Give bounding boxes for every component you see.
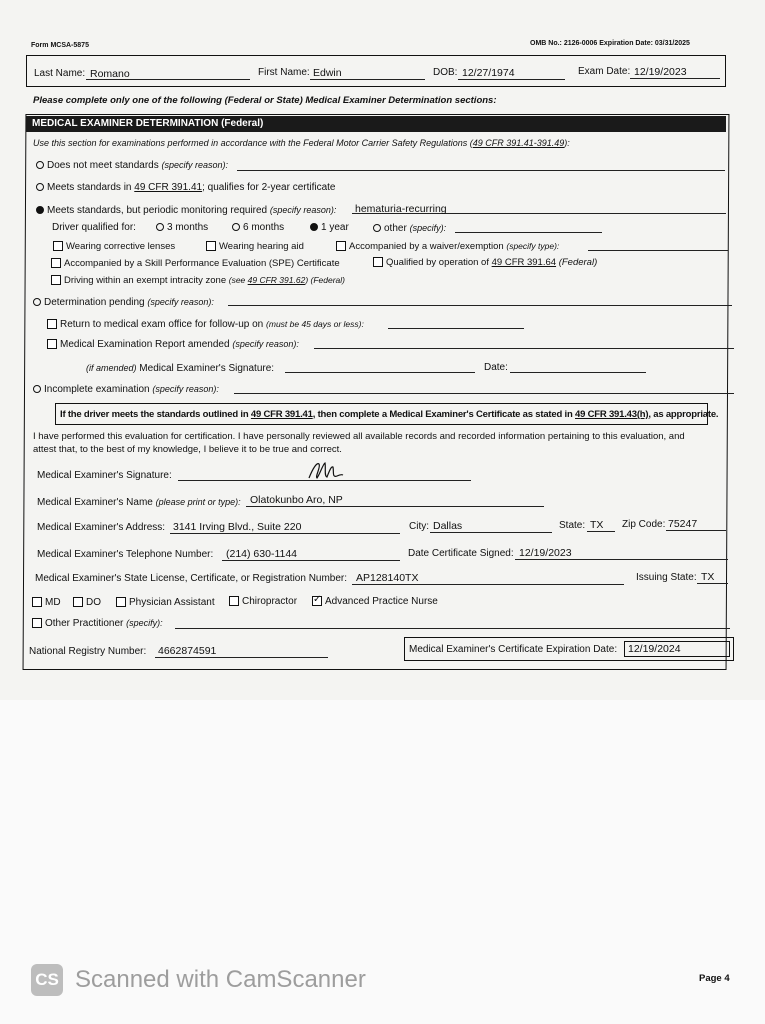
amended-date-label: Date: [484,362,508,373]
notice-text: If the driver meets the standards outlined in 49 CFR 391.41, then complete a Medical Examiner's Certificate as stated in 49 CFR 391.43(h), as appropriate. [60,409,719,420]
option-qualified-by-operation[interactable]: Qualified by operation of 49 CFR 391.64 (Federal) [373,257,597,269]
date-signed-label: Date Certificate Signed: [408,548,514,559]
first-name-value[interactable]: Edwin [313,67,342,79]
page-number: Page 4 [699,973,730,984]
registry-value[interactable]: 4662874591 [158,645,217,657]
checkbox-return-to-office[interactable] [47,319,57,329]
option-do[interactable]: DO [73,597,101,609]
cert-expiration-label: Medical Examiner's Certificate Expiration Date: [409,644,618,655]
checkbox-spe-certificate[interactable] [51,258,61,268]
option-hearing-aid[interactable]: Wearing hearing aid [206,241,304,253]
radio-meets-standards[interactable] [36,183,44,191]
option-corrective-lenses[interactable]: Wearing corrective lenses [53,241,175,253]
radio-3-months[interactable] [156,223,164,231]
radio-incomplete-exam[interactable] [33,385,41,393]
checkbox-other-practitioner[interactable] [32,618,42,628]
last-name-value[interactable]: Romano [90,68,130,80]
examiner-signature-label: Medical Examiner's Signature: [37,470,172,481]
checkbox-waiver[interactable] [336,241,346,251]
checkbox-do[interactable] [73,597,83,607]
use-section-text: Use this section for examinations performed in accordance with the Federal Motor Carrier Safety Regulations (49 CFR 391.41-391.49): [33,138,570,148]
examiner-address-value[interactable]: 3141 Irving Blvd., Suite 220 [173,521,302,533]
registry-label: National Registry Number: [29,646,147,657]
periodic-reason-value[interactable]: hematuria-recurring [355,203,447,215]
radio-6-months[interactable] [232,223,240,231]
option-advanced-practice-nurse[interactable]: ✓ Advanced Practice Nurse [312,596,438,608]
option-does-not-meet[interactable]: Does not meet standards (specify reason): [36,159,228,172]
dob-value[interactable]: 12/27/1974 [462,67,515,79]
option-waiver[interactable]: Accompanied by a waiver/exemption (specify type): [336,240,559,253]
option-other-duration[interactable]: other (specify): [373,222,446,235]
option-other-practitioner[interactable]: Other Practitioner (specify): [32,617,163,630]
option-md[interactable]: MD [32,597,61,609]
city-label: City: [409,521,429,532]
option-report-amended[interactable]: Medical Examination Report amended (specify reason): [47,338,299,351]
radio-determination-pending[interactable] [33,298,41,306]
checkbox-corrective-lenses[interactable] [53,241,63,251]
option-incomplete-exam[interactable]: Incomplete examination (specify reason): [33,383,219,396]
cfr-link-391-41-49[interactable]: 49 CFR 391.41-391.49 [472,138,565,148]
checkbox-qualified-by-operation[interactable] [373,257,383,267]
state-label: State: [559,520,586,531]
license-label: Medical Examiner's State License, Certificate, or Registration Number: [35,573,348,584]
cert-expiration-value[interactable]: 12/19/2024 [628,643,681,655]
radio-does-not-meet[interactable] [36,161,44,169]
camscanner-watermark: Scanned with CamScanner [75,966,366,993]
city-value[interactable]: Dallas [433,520,463,532]
checkbox-hearing-aid[interactable] [206,241,216,251]
exam-date-label: Exam Date: [578,66,631,77]
option-3-months[interactable]: 3 months [156,222,208,234]
radio-other-duration[interactable] [373,224,381,232]
option-meets-standards[interactable]: Meets standards in 49 CFR 391.41; qualifies for 2-year certificate [36,182,335,194]
checkbox-intracity-zone[interactable] [51,275,61,285]
option-periodic-monitoring[interactable]: Meets standards, but periodic monitoring required (specify reason): [36,204,336,217]
option-physician-assistant[interactable]: Physician Assistant [116,597,215,609]
option-chiropractor[interactable]: Chiropractor [229,596,297,608]
option-determination-pending[interactable]: Determination pending (specify reason): [33,296,214,309]
examiner-phone-label: Medical Examiner's Telephone Number: [37,549,214,560]
dob-label: DOB: [433,67,458,78]
amended-signature-label: (if amended) Medical Examiner's Signature: [86,363,275,374]
examiner-name-label: Medical Examiner's Name (please print or type): [37,497,241,508]
checkbox-advanced-practice-nurse[interactable] [312,596,322,606]
examiner-phone-value[interactable]: (214) 630-1144 [226,548,298,560]
instruction-text: Please complete only one of the following (Federal or State) Medical Examiner Determination sections: [33,95,497,106]
checkbox-chiropractor[interactable] [229,596,239,606]
exam-date-value[interactable]: 12/19/2023 [634,66,687,78]
option-spe-certificate[interactable]: Accompanied by a Skill Performance Evaluation (SPE) Certificate [51,258,340,270]
omb-number: OMB No.: 2126-0006 Expiration Date: 03/31/2025 [530,40,690,47]
checkbox-report-amended[interactable] [47,339,57,349]
issuing-state-label: Issuing State: [636,572,697,583]
state-value[interactable]: TX [590,519,604,531]
option-return-to-office[interactable]: Return to medical exam office for follow-up on (must be 45 days or less): [47,318,364,331]
issuing-state-value[interactable]: TX [701,571,715,583]
camscanner-logo-icon: CS [31,964,63,996]
zip-label: Zip Code: [622,519,666,530]
form-id: Form MCSA-5875 [31,42,89,49]
radio-periodic-monitoring[interactable] [36,206,44,214]
last-name-label: Last Name: [34,68,86,79]
driver-qualified-for-label: Driver qualified for: [52,222,136,233]
checkbox-md[interactable] [32,597,42,607]
option-intracity-zone[interactable]: Driving within an exempt intracity zone (see 49 CFR 391.62) (Federal) [51,274,345,287]
radio-1-year[interactable] [310,223,318,231]
license-value[interactable]: AP128140TX [356,572,419,584]
section-title: MEDICAL EXAMINER DETERMINATION (Federal) [26,116,726,132]
examiner-address-label: Medical Examiner's Address: [37,522,166,533]
first-name-label: First Name: [258,67,310,78]
option-6-months[interactable]: 6 months [232,222,284,234]
examiner-name-value[interactable]: Olatokunbo Aro, NP [250,494,343,506]
option-1-year[interactable]: 1 year [310,222,349,234]
attestation-text: I have performed this evaluation for certification. I have personally reviewed all available records and recorded information pertaining to this evaluation, and attest that, to the best of my knowledge, I believe it to be true and correct. [33,431,685,455]
zip-value[interactable]: 75247 [668,518,698,530]
checkbox-physician-assistant[interactable] [116,597,126,607]
examiner-signature[interactable] [305,458,345,484]
date-signed-value[interactable]: 12/19/2023 [519,547,572,559]
